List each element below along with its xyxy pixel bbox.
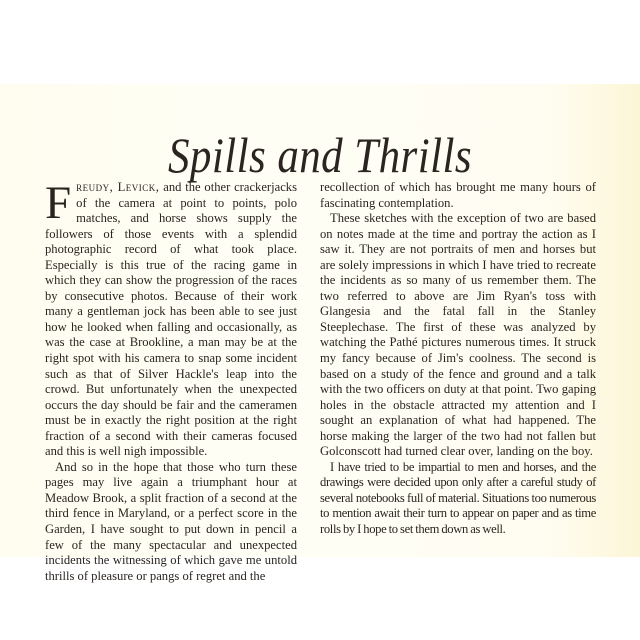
- book-page: [0, 84, 640, 583]
- paragraph-text: and the other crackerjacks of the camera at point to points, polo matches, and horse shows supply the followers of those events with a splendid photographic record of what took place. Especially is this true of the racing game in which they can show the progression of the races by consecutive photos. Because of their work many a gentleman jock has been able to see just how he looked when falling and occasionally, as was the case at Brookline, a man may be at the right spot with his camera to snap some incident such as that of Silver Hackle's leap into the crowd. But unfortunately when the unexpected occurs the day should be fair and the cameramen must be in exactly the right position at the right fraction of a second with their cameras focused and this is well nigh impossible.: [45, 180, 297, 459]
- paragraph-3: recollection of which has brought me many hours of fascinating contemplation.: [320, 180, 596, 210]
- paragraph-2: And so in the hope that those who turn these pages may live again a triumphant hour at Meadow Brook, a split fraction of a second at the third fence in Maryland, or a perfect score in the Garden, I have sought to put down in pencil a few of the many spectacular and unexpected incidents the witnessing of which gave me untold thrills of pleasure or pangs of regret and the: [45, 459, 297, 583]
- paragraph-1: [45, 177, 297, 460]
- paragraph-4: These sketches with the exception of two are based on notes made at the time and portray the action as I saw it. They are not portraits of men and horses but are solely impressions in which I have tried to recreate the incidents as so many of us remember them. The two referred to above are Jim Ryan's toss with Glangesia and the fatal fall in the Stanley Steeplechase. The first of these was analyzed by watching the Pathé pictures numerous times. It struck my fancy because of Jim's coolness. The second is based on a study of the fence and ground and a talk with the two officers on duty at that point. Two gaping holes in the obstacle attracted my attention and I sought an explanation of what had happened. The horse making the larger of the two had not fallen but Golconscott had turned clear over, landing on the boy.: [320, 211, 596, 459]
- right-column: [320, 180, 596, 538]
- opening-smallcaps: reudy, Levick,: [76, 180, 160, 194]
- page-title: Spills and Thrills: [167, 127, 473, 183]
- drop-cap: F: [45, 177, 72, 229]
- paragraph-5: I have tried to be impartial to men and horses, and the drawings were decided upon only after a careful study of several notebooks full of material. Situations too numerous to mention await their turn to appear on paper and as time rolls by I hope to set them down as well.: [320, 459, 596, 537]
- left-column: [45, 177, 297, 584]
